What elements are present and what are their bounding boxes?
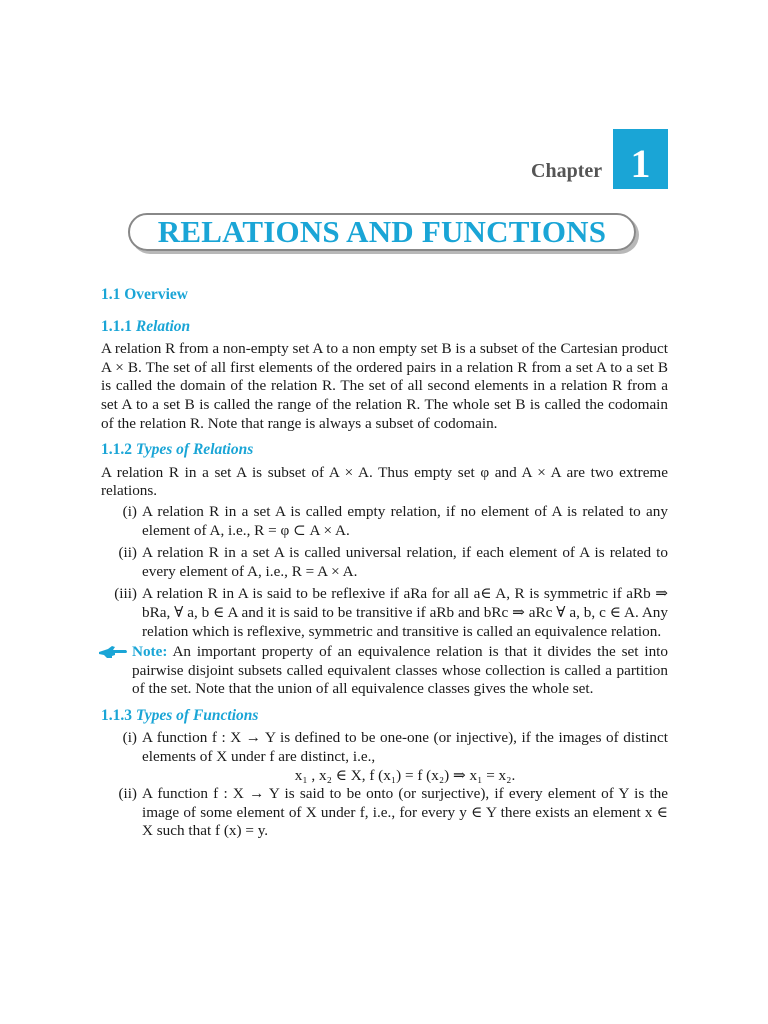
section-heading-types-of-relations xyxy=(101,441,668,460)
section-title: Types of Relations xyxy=(135,441,254,459)
section-title: Relation xyxy=(135,317,191,335)
section-number: 1.1.3 xyxy=(101,706,132,724)
list-item xyxy=(101,729,668,785)
item-number: (i) xyxy=(122,502,137,520)
list-item xyxy=(101,785,668,841)
injective-formula: x₁ , x₂ ∈ X, f (x₁) = f (x₂) ⇒ x₁ = x₂. xyxy=(294,766,516,784)
chapter-title: RELATIONS AND FUNCTIONS xyxy=(157,214,607,249)
chapter-title-frame xyxy=(128,213,636,251)
item-text: A function f : X → Y is said to be onto (or surjective), if every element of Y is the image of some element of X under f, i.e., for every y ∈ Y there exists an element x ∈ X such that f (x) = y. xyxy=(142,785,668,840)
list-item xyxy=(101,544,668,581)
chapter-number-badge: 1 xyxy=(613,129,668,189)
item-text: A function f : X → Y is defined to be one-one (or injective), if the images of distinct elements of X under f are distinct, i.e., xyxy=(142,729,668,766)
pointing-hand-icon xyxy=(98,645,128,659)
list-item xyxy=(101,585,668,641)
relation-paragraph: A relation R from a non-empty set A to a non empty set B is a subset of the Cartesian product A × B. The set of all first elements of the ordered pairs in a relation R from a set A to a set B is called the domain of the relation R. The set of all second elements in a relation R from a set A to a set B is called the range of the relation R. The whole set B is called the codomain of the relation R. Note that range is always a subset of codomain. xyxy=(101,340,668,432)
item-number: (ii) xyxy=(118,785,137,803)
item-number: (iii) xyxy=(114,585,137,603)
item-text: A relation R in a set A is called empty relation, if no element of A is related to any element of A, i.e., R = φ ⊂ A × A. xyxy=(142,502,668,539)
note-text: An important property of an equivalence relation is that it divides the set into pairwise disjoint subsets called equivalent classes whose collection is called a partition of the set. Note that the union of all equivalence classes gives the whole set. xyxy=(132,643,668,698)
page-content xyxy=(101,286,668,845)
section-number: 1.1.2 xyxy=(101,441,132,459)
item-number: (ii) xyxy=(118,544,137,562)
types-of-relations-intro: A relation R in a set A is subset of A × A. Thus empty set φ and A × A are two extreme relations. xyxy=(101,463,668,500)
list-item xyxy=(101,503,668,540)
note-label: Note: xyxy=(132,643,168,661)
section-title: Types of Functions xyxy=(135,706,259,724)
overview-heading: 1.1 Overview xyxy=(101,286,188,303)
section-heading-types-of-functions xyxy=(101,707,668,726)
item-text: A relation R in a set A is called universal relation, if each element of A is related to every element of A, i.e., R = A × A. xyxy=(142,544,668,580)
section-number: 1.1.1 xyxy=(101,317,132,335)
item-number: (i) xyxy=(122,729,137,747)
chapter-label: Chapter xyxy=(531,160,603,182)
note-block xyxy=(101,643,668,699)
item-text: A relation R in A is said to be reflexive if aRa for all a∈ A, R is symmetric if aRb ⇒ bRa, ∀ a, b ∈ A and it is said to be transitive if aRb and bRc ⇒ aRc ∀ a, b, c ∈ A. Any relation which is reflexive, symmetric and transitive is called an equivalence relation. xyxy=(142,585,668,640)
section-heading-relation xyxy=(101,318,668,337)
